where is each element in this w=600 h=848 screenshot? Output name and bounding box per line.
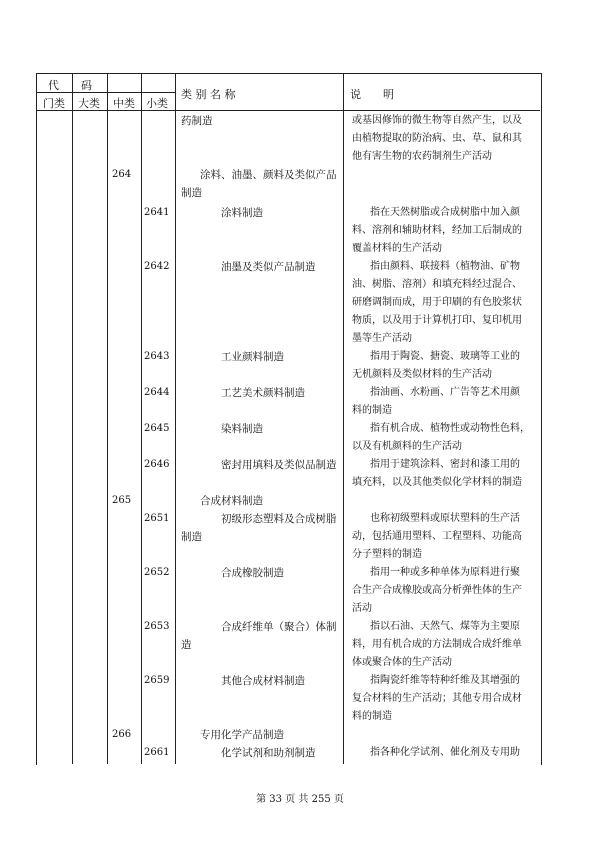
minor-class-code: 2642 (144, 261, 170, 272)
minor-class-code: 2643 (144, 351, 170, 362)
category-name-line: 工艺美术颜料制造 (221, 387, 305, 399)
page-footer (0, 790, 600, 805)
description-line: 合生产合成橡胶或高分析弹性体的生产 (352, 585, 522, 596)
description-line: 指陶瓷纤维等特种纤维及其增强的 (370, 675, 520, 686)
minor-class-code: 2641 (144, 207, 170, 218)
minor-class-code: 2645 (144, 423, 170, 434)
description-line: 料，用有机合成的方法制成合成纤维单 (352, 639, 522, 650)
category-name-line: 造 (181, 639, 192, 651)
minor-class-code: 2652 (144, 567, 170, 578)
header-men: 门类 (43, 97, 65, 110)
minor-class-code: 2651 (144, 513, 170, 524)
description-line: 指油画、水粉画、广告等艺术用颜 (370, 387, 520, 398)
header-da: 大类 (78, 97, 100, 110)
col-divider-xiao (175, 73, 176, 764)
category-name-line: 合成纤维单（聚合）体制 (221, 621, 337, 633)
minor-class-code: 2644 (144, 387, 170, 398)
description-line: 研磨调制而成，用于印刷的有色胶浆状 (352, 297, 522, 308)
description-line: 或基因修饰的微生物等自然产生，以及 (352, 115, 522, 126)
category-name-line: 合成橡胶制造 (221, 567, 284, 579)
description-line: 指用一种或多种单体为原料进行聚 (370, 567, 520, 578)
category-name-line: 专用化学产品制造 (200, 729, 284, 741)
category-name-line: 油墨及类似产品制造 (221, 261, 316, 273)
header-zhong: 中类 (113, 97, 135, 110)
description-line: 指各种化学试剂、催化剂及专用助 (370, 747, 520, 758)
category-name-line: 制造 (181, 531, 202, 543)
footer-prefix: 第 (256, 794, 267, 805)
description-line: 由植物提取的防治病、虫、草、鼠和其 (352, 133, 522, 144)
description-line: 以及有机颜料的生产活动 (352, 441, 462, 452)
description-line: 复合材料的生产活动；其他专用合成材 (352, 693, 522, 704)
category-name-line: 工业颜料制造 (221, 351, 284, 363)
description-line: 墨等生产活动 (352, 333, 412, 344)
header-category-name: 类 别 名 称 (181, 88, 236, 101)
category-name-line: 涂料、油墨、颜料及类似产品 (200, 169, 337, 181)
col-divider-name (343, 73, 344, 764)
description-line: 覆盖材料的生产活动 (352, 243, 442, 254)
footer-total-pages: 255 (311, 794, 331, 805)
footer-suffix: 页 (333, 794, 344, 805)
description-line: 料、溶剂和辅助材料，经加工后制成的 (352, 225, 522, 236)
description-line: 指有机合成、植物性或动物性色料， (370, 423, 530, 434)
category-name-line: 化学试剂和助剂制造 (221, 747, 316, 759)
description-line: 动，包括通用塑料、工程塑料、功能高 (352, 531, 522, 542)
category-name-line: 制造 (181, 187, 202, 199)
description-line: 料的制造 (352, 405, 392, 416)
major-class-code: 265 (112, 495, 132, 506)
minor-class-code: 2661 (144, 747, 170, 758)
col-divider-zhong (141, 73, 142, 764)
header-explain: 说 明 (350, 88, 394, 101)
minor-class-code: 2646 (144, 459, 170, 470)
header-bottom-line (36, 110, 540, 111)
category-name-line: 染料制造 (221, 423, 263, 435)
description-line: 指在天然树脂或合成树脂中加入颜 (370, 207, 520, 218)
description-line: 他有害生物的农药制剂生产活动 (352, 151, 492, 162)
description-line: 活动 (352, 603, 372, 614)
description-line: 无机颜料及类似材料的生产活动 (352, 369, 492, 380)
description-line: 油、树脂、溶剂）和填充料经过混合、 (352, 279, 522, 290)
header-xiao: 小类 (146, 97, 168, 110)
major-class-code: 266 (112, 729, 132, 740)
col-divider-da (107, 73, 108, 764)
description-line: 指用于建筑涂料、密封和漆工用的 (370, 459, 520, 470)
description-line: 体或聚合体的生产活动 (352, 657, 452, 668)
category-name-line: 药制造 (181, 115, 213, 127)
description-line: 填充料，以及其他类似化学材料的制造 (352, 477, 522, 488)
col-divider-men (72, 73, 73, 764)
description-line: 物质，以及用于计算机打印、复印机用 (352, 315, 522, 326)
description-line: 料的制造 (352, 711, 392, 722)
category-name-line: 合成材料制造 (200, 495, 263, 507)
category-name-line: 初级形态塑料及合成树脂 (221, 513, 337, 525)
category-name-line: 其他合成材料制造 (221, 675, 305, 687)
description-line: 指以石油、天然气、煤等为主要原 (370, 621, 520, 632)
minor-class-code: 2653 (144, 621, 170, 632)
major-class-code: 264 (112, 169, 132, 180)
footer-page-number: 33 (269, 794, 283, 805)
header-code: 代 码 (48, 79, 92, 92)
description-line: 指由颜料、联接料（植物油、矿物 (370, 261, 520, 272)
minor-class-code: 2659 (144, 675, 170, 686)
description-line: 指用于陶瓷、搪瓷、玻璃等工业的 (370, 351, 520, 362)
category-name-line: 涂料制造 (221, 207, 263, 219)
footer-mid: 页 共 (285, 794, 309, 805)
description-line: 也称初级塑料或原状塑料的生产活 (370, 513, 520, 524)
category-name-line: 密封用填料及类似品制造 (221, 459, 337, 471)
description-line: 分子塑料的制造 (352, 549, 422, 560)
